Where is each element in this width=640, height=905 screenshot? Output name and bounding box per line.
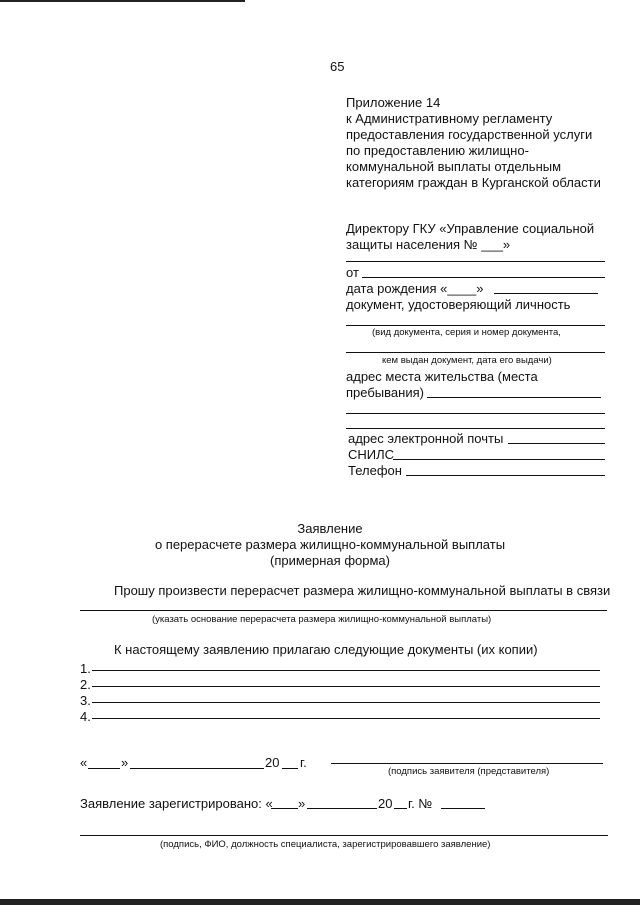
birth-date-field[interactable] [494,293,598,294]
attachment-field[interactable] [92,686,600,687]
applicant-signature-field[interactable] [331,763,603,764]
birth-date-label: дата рождения «____» [346,281,484,296]
appendix-line: к Административному регламенту [346,111,553,126]
applicant-signature-hint: (подпись заявителя (представителя) [388,766,550,777]
registration-number-field[interactable] [441,808,485,809]
snils-field[interactable] [393,459,605,460]
scan-edge-bottom [0,899,640,905]
email-label: адрес электронной почты [348,431,504,446]
residence-field[interactable] [427,397,601,398]
appendix-line: коммунальной выплаты отдельным [346,159,562,174]
date-year-suffix: г. [300,755,307,770]
appendix-line: категориям граждан в Курганской области [346,175,601,190]
addressee-line: защиты населения № ___» [346,237,511,252]
registration-year-prefix: 20 [378,796,393,811]
scan-edge-top [0,0,245,2]
registration-number-label: г. № [408,796,433,811]
document-subtitle: о перерасчете размера жилищно-коммунальной выплаты [154,537,506,552]
id-document-issuer-field[interactable] [346,352,605,353]
appendix-line: по предоставлению жилищно- [346,143,529,158]
attachments-intro: К настоящему заявлению прилагаю следующие документы (их копии) [114,642,538,657]
id-document-hint: (вид документа, серия и номер документа, [372,327,561,338]
date-open-quote: « [80,755,88,770]
date-day-field[interactable] [88,768,120,769]
snils-label: СНИЛС [348,447,395,462]
id-document-label: документ, удостоверяющий личность [346,297,571,312]
registration-month-field[interactable] [307,808,377,809]
id-document-hint: кем выдан документ, дата его выдачи) [382,355,552,366]
id-document-field[interactable] [346,325,605,326]
residence-label: адрес места жительства (места [346,369,538,384]
registrar-signature-field[interactable] [80,835,608,836]
registration-year-field[interactable] [394,808,407,809]
attachment-number: 4. [80,709,91,724]
email-field[interactable] [508,443,605,444]
registration-close-quote: » [298,796,306,811]
registration-day-field[interactable] [271,808,298,809]
phone-field[interactable] [406,475,605,476]
attachment-field[interactable] [92,718,600,719]
addressee-blank-line[interactable] [346,261,605,262]
appendix-line: Приложение 14 [346,95,441,110]
phone-label: Телефон [348,463,402,478]
date-year-field[interactable] [282,768,298,769]
from-label: от [346,265,359,280]
date-month-field[interactable] [130,768,264,769]
addressee-line: Директору ГКУ «Управление социальной [346,221,595,236]
attachment-field[interactable] [92,702,600,703]
document-form-note: (примерная форма) [270,553,390,568]
attachment-number: 2. [80,677,91,692]
attachment-number: 1. [80,661,91,676]
attachment-number: 3. [80,693,91,708]
attachment-field[interactable] [92,670,600,671]
registrar-signature-hint: (подпись, ФИО, должность специалиста, зарегистрировавшего заявление) [160,839,491,850]
residence-field[interactable] [346,413,605,414]
residence-field[interactable] [346,428,605,429]
date-close-quote: » [121,755,129,770]
appendix-line: предоставления государственной услуги [346,127,593,142]
registration-label: Заявление зарегистрировано: « [80,796,273,811]
date-year-prefix: 20 [265,755,280,770]
page-number: 65 [330,59,345,74]
request-text: Прошу произвести перерасчет размера жилищно-коммунальной выплаты в связи [114,583,611,598]
from-field[interactable] [362,277,605,278]
document-title: Заявление [297,521,363,536]
reason-field[interactable] [80,610,607,611]
residence-label: пребывания) [346,385,424,400]
reason-hint: (указать основание перерасчета размера жилищно-коммунальной выплаты) [152,614,492,625]
